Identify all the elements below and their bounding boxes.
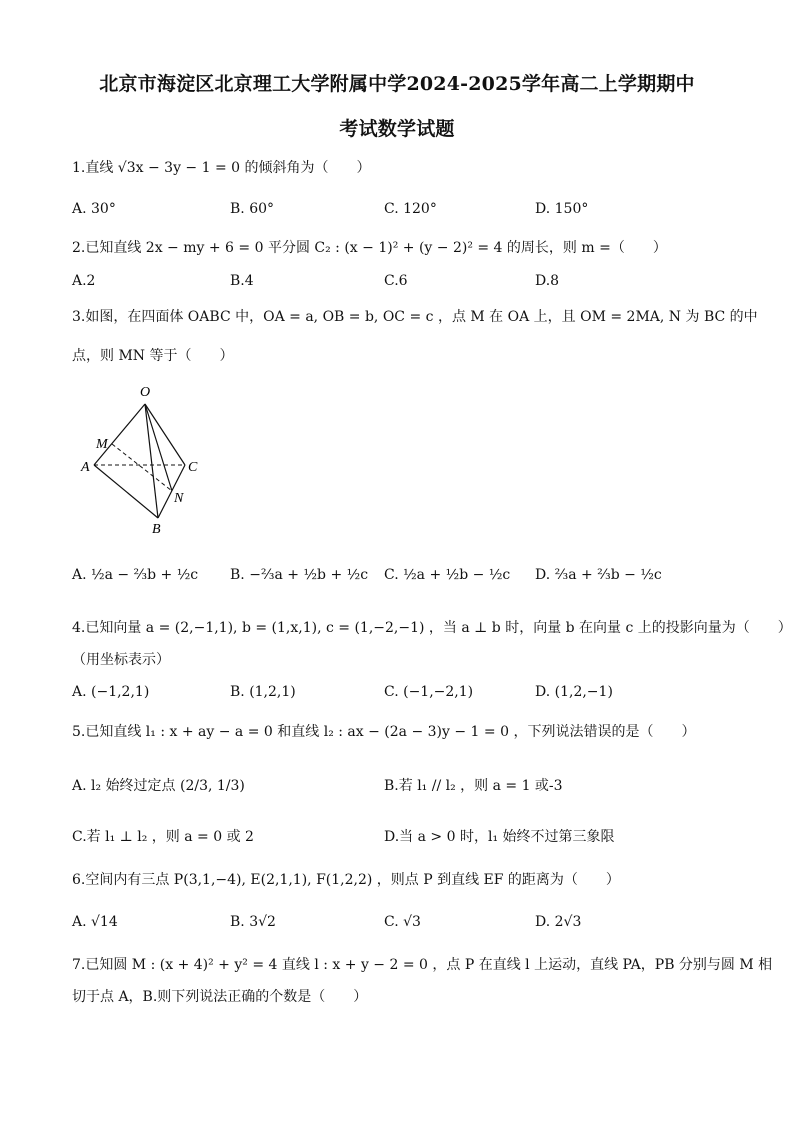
question-2-option-c: C.6 [384, 273, 408, 289]
question-1-stem: 1.直线 √3x − 3y − 1 = 0 的倾斜角为（ ） [72, 160, 371, 176]
question-7-stem-line1: 7.已知圆 M : (x + 4)² + y² = 4 直线 l : x + y − 2 = 0 ，点 P 在直线 l 上运动，直线 PA，PB 分别与圆 M 相 [72, 957, 773, 973]
question-4-option-b: B. (1,2,1) [230, 684, 296, 700]
question-5-option-c: C.若 l₁ ⊥ l₂ ，则 a = 0 或 2 [72, 829, 254, 845]
question-5-option-a: A. l₂ 始终过定点 (2/3, 1/3) [72, 778, 245, 794]
label-b: B [152, 522, 161, 537]
question-2-option-b: B.4 [230, 273, 254, 289]
question-4-stem-line2: （用坐标表示） [72, 652, 170, 668]
question-1-option-a: A. 30° [72, 201, 116, 217]
question-2-stem: 2.已知直线 2x − my + 6 = 0 平分圆 C₂ : (x − 1)² + (y − 2)² = 4 的周长，则 m =（ ） [72, 240, 667, 256]
label-n: N [174, 491, 184, 506]
label-c: C [188, 460, 198, 475]
question-5-option-b: B.若 l₁ // l₂ ，则 a = 1 或-3 [384, 778, 563, 794]
label-o: O [140, 385, 151, 400]
edge-oa [94, 404, 145, 465]
question-5-stem: 5.已知直线 l₁ : x + ay − a = 0 和直线 l₂ : ax − (2a − 3)y − 1 = 0 ，下列说法错误的是（ ） [72, 724, 696, 740]
question-2-option-d: D.8 [535, 273, 560, 289]
question-6-option-d: D. 2√3 [535, 914, 582, 930]
question-1-option-b: B. 60° [230, 201, 275, 217]
question-2-option-a: A.2 [72, 273, 96, 289]
label-a: A [81, 460, 90, 475]
question-4-stem-line1: 4.已知向量 a = (2,−1,1), b = (1,x,1), c = (1,−2,−1) ，当 a ⊥ b 时，向量 b 在向量 c 上的投影向量为（ ） [72, 620, 792, 636]
question-3-stem-line2: 点，则 MN 等于（ ） [72, 348, 234, 364]
question-4-option-d: D. (1,2,−1) [535, 684, 613, 700]
segment-mn-hidden [112, 444, 172, 491]
question-6-option-b: B. 3√2 [230, 914, 276, 930]
label-m: M [96, 437, 108, 452]
question-6-option-c: C. √3 [384, 914, 421, 930]
question-1-option-d: D. 150° [535, 201, 589, 217]
tetrahedron-figure [78, 380, 208, 540]
exam-title-line2: 考试数学试题 [339, 118, 455, 140]
tetrahedron-diagram [78, 380, 208, 540]
question-1-option-c: C. 120° [384, 201, 437, 217]
question-6-option-a: A. √14 [72, 914, 118, 930]
question-4-option-c: C. (−1,−2,1) [384, 684, 474, 700]
segment-on [145, 404, 172, 491]
question-4-option-a: A. (−1,2,1) [72, 684, 150, 700]
question-3-option-b: B. −⅔a + ½b + ½c [230, 567, 369, 583]
question-6-stem: 6.空间内有三点 P(3,1,−4), E(2,1,1), F(1,2,2) ，则点 P 到直线 EF 的距离为（ ） [72, 872, 620, 888]
question-3-stem-line1: 3.如图，在四面体 OABC 中，OA = a, OB = b, OC = c ，点 M 在 OA 上，且 OM = 2MA, N 为 BC 的中 [72, 309, 758, 325]
question-3-option-c: C. ½a + ½b − ½c [384, 567, 511, 583]
exam-title-line1: 北京市海淀区北京理工大学附属中学2024-2025学年高二上学期期中 [99, 73, 695, 95]
question-5-option-d: D.当 a > 0 时，l₁ 始终不过第三象限 [384, 829, 615, 845]
question-3-option-d: D. ⅔a + ⅔b − ½c [535, 567, 662, 583]
question-3-option-a: A. ½a − ⅔b + ½c [72, 567, 199, 583]
question-7-stem-line2: 切于点 A，B.则下列说法正确的个数是（ ） [72, 989, 368, 1005]
edge-ab [94, 465, 158, 518]
